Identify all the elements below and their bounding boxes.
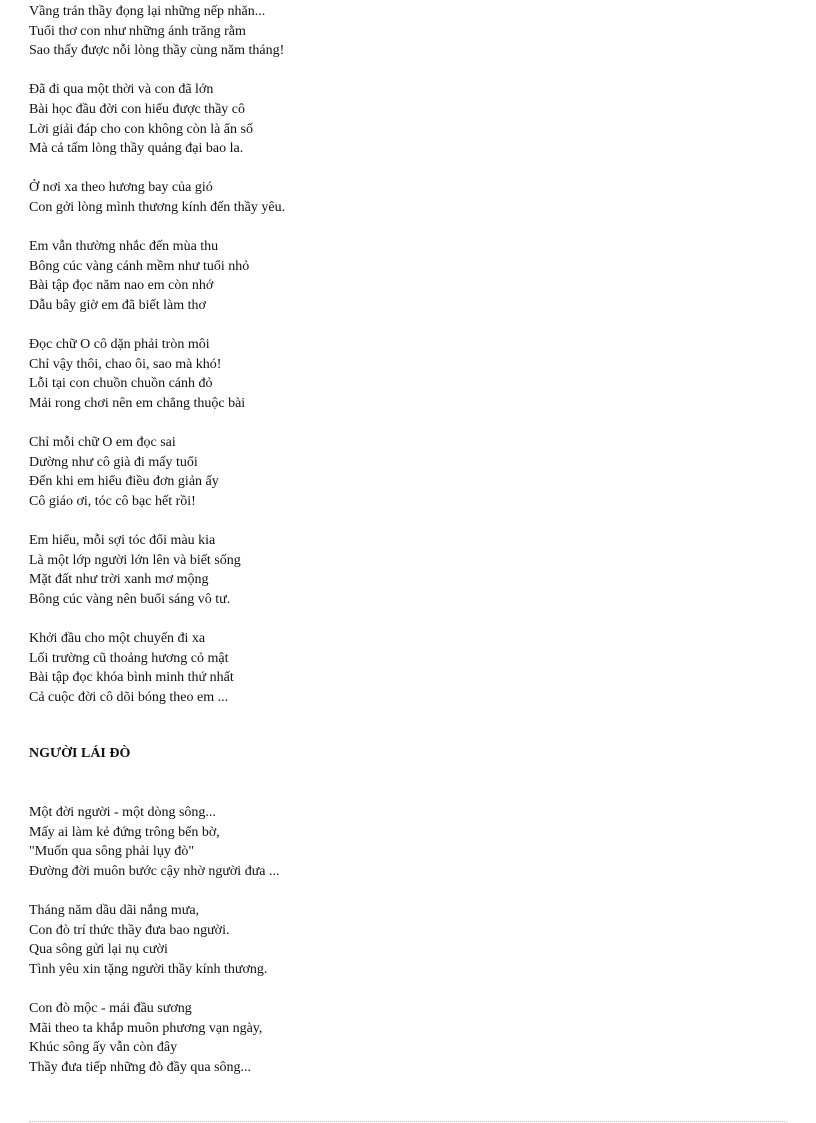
poem-line: Thầy đưa tiếp những đò đầy qua sông...: [29, 1059, 252, 1075]
poem-line: Vầng trán thầy đọng lại những nếp nhăn...: [29, 4, 266, 19]
poem-line: Dường như cô già đi mấy tuổi: [29, 454, 198, 470]
poem-line: Đường đời muôn bước cậy nhờ người đưa ...: [29, 863, 280, 879]
poem-line: Tháng năm dầu dãi nắng mưa,: [29, 902, 200, 918]
poem-line: Bài tập đọc năm nao em còn nhớ: [29, 278, 214, 294]
poem-line: Ở nơi xa theo hương bay của gió: [29, 180, 213, 196]
poem-line: Con gởi lòng mình thương kính đến thầy yêu.: [29, 199, 286, 215]
poem-line: Em vẫn thường nhắc đến mùa thu: [29, 239, 219, 255]
poem-line: Bài tập đọc khóa bình minh thứ nhất: [29, 670, 234, 686]
poem-line: Bông cúc vàng nên buổi sáng vô tư.: [29, 591, 231, 607]
poem-line: Một đời người - một dòng sông...: [29, 805, 216, 820]
poem-line: Bông cúc vàng cánh mềm như tuổi nhỏ: [29, 258, 250, 274]
poem-line: Mải rong chơi nên em chẳng thuộc bài: [29, 395, 246, 411]
page-bottom-divider: [29, 1121, 787, 1122]
poem-line: Con đò mộc - mái đầu sương: [29, 1000, 192, 1016]
poem-line: Qua sông gửi lại nụ cười: [29, 942, 168, 958]
poem-line: Đã đi qua một thời và con đã lớn: [29, 82, 214, 98]
poem-line: Đến khi em hiểu điều đơn giản ấy: [29, 474, 219, 490]
poem-line: Con đò trí thức thầy đưa bao người.: [29, 922, 230, 938]
poem-line: Cô giáo ơi, tóc cô bạc hết rồi!: [29, 493, 196, 509]
poem-line: Chỉ mỗi chữ O em đọc sai: [29, 435, 176, 451]
poem-line: Bài học đầu đời con hiểu được thầy cô: [29, 101, 246, 117]
poem-line: Tuổi thơ con như những ánh trăng rằm: [29, 23, 246, 39]
poem-line: Đọc chữ O cô dặn phải tròn môi: [29, 337, 210, 353]
poem-line: Lối trường cũ thoảng hương cỏ mật: [29, 650, 229, 666]
poem-line: Chỉ vậy thôi, chao ôi, sao mà khó!: [29, 356, 222, 372]
poem-line: Mặt đất như trời xanh mơ mộng: [29, 572, 209, 588]
poem-line: Khởi đầu cho một chuyến đi xa: [29, 631, 206, 646]
poem-title: NGƯỜI LÁI ĐÒ: [29, 746, 131, 761]
poem-line: "Muốn qua sông phải lụy đò": [29, 844, 195, 860]
poem-line: Mãi theo ta khắp muôn phương vạn ngày,: [29, 1020, 263, 1036]
poem-line: Em hiểu, mỗi sợi tóc đổi màu kia: [29, 533, 216, 549]
poem-line: Tình yêu xin tặng người thầy kính thương.: [29, 961, 268, 977]
poem-line: Cả cuộc đời cô dõi bóng theo em ...: [29, 689, 229, 705]
poem-line: Sao thấy được nỗi lòng thầy cùng năm tháng!: [29, 43, 285, 59]
poem-line: Là một lớp người lớn lên và biết sống: [29, 552, 241, 568]
poem-line: Khúc sông ấy vẫn còn đây: [29, 1040, 178, 1056]
poem-line: Lỗi tại con chuồn chuồn cánh đỏ: [29, 376, 213, 392]
poem-1: [29, 2, 285, 707]
poem-line: Lời giải đáp cho con không còn là ẩn số: [29, 121, 253, 137]
poem-line: Mà cả tấm lòng thầy quảng đại bao la.: [29, 141, 244, 157]
poem-2: [29, 803, 280, 1077]
poem-line: Mấy ai làm kẻ đứng trông bến bờ,: [29, 824, 220, 840]
poem-line: Dẫu bây giờ em đã biết làm thơ: [29, 297, 206, 313]
